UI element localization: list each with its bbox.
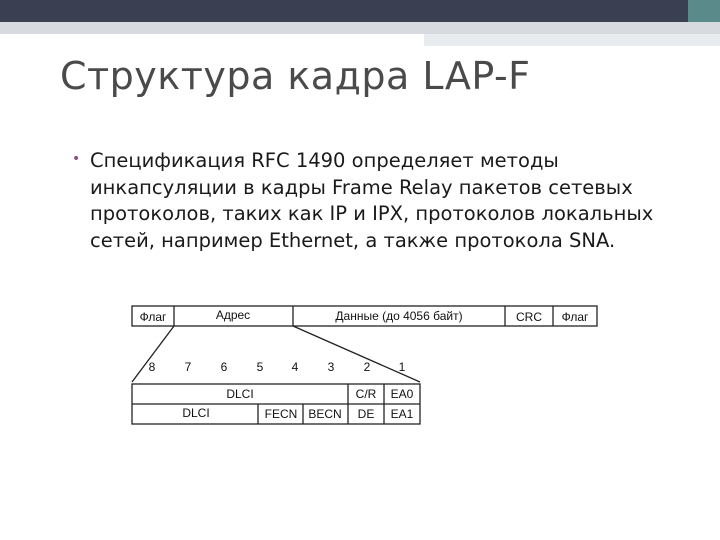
cr-label: C/R: [355, 387, 377, 401]
fecn-label: FECN: [264, 407, 298, 421]
bit-label: 4: [291, 360, 299, 374]
frame-field-data: Данные (до 4056 байт): [335, 309, 463, 323]
bit-label: 3: [327, 360, 335, 374]
bit-label: 5: [256, 360, 264, 374]
slide-title: Структура кадра LAP-F: [60, 54, 531, 98]
ea0-label: EA0: [390, 387, 414, 401]
frame-field-address: Адрес: [215, 308, 251, 322]
frame-field-crc: CRC: [516, 310, 542, 324]
bit-label: 7: [184, 360, 192, 374]
bit-label: 6: [220, 360, 228, 374]
dlci-high-label: DLCI: [226, 387, 254, 401]
dlci-low-label: DLCI: [182, 406, 210, 420]
frame-field-flag-start: Флаг: [139, 310, 167, 324]
bit-label: 2: [363, 360, 371, 374]
bit-label: 1: [398, 360, 406, 374]
ea1-label: EA1: [390, 407, 414, 421]
frame-field-flag-end: Флаг: [561, 310, 589, 324]
de-label: DE: [357, 407, 375, 421]
bullet-text: Спецификация RFC 1490 определяет методы инкапсуляции в кадры Frame Relay пакетов сетевых протоколов, таких как IP и IPX, протоколов локальных сетей, например Ethernet, а также протокола SNA.: [90, 149, 654, 252]
bit-label: 8: [148, 360, 156, 374]
bullet-marker: •: [72, 151, 81, 167]
becn-label: BECN: [308, 407, 342, 421]
